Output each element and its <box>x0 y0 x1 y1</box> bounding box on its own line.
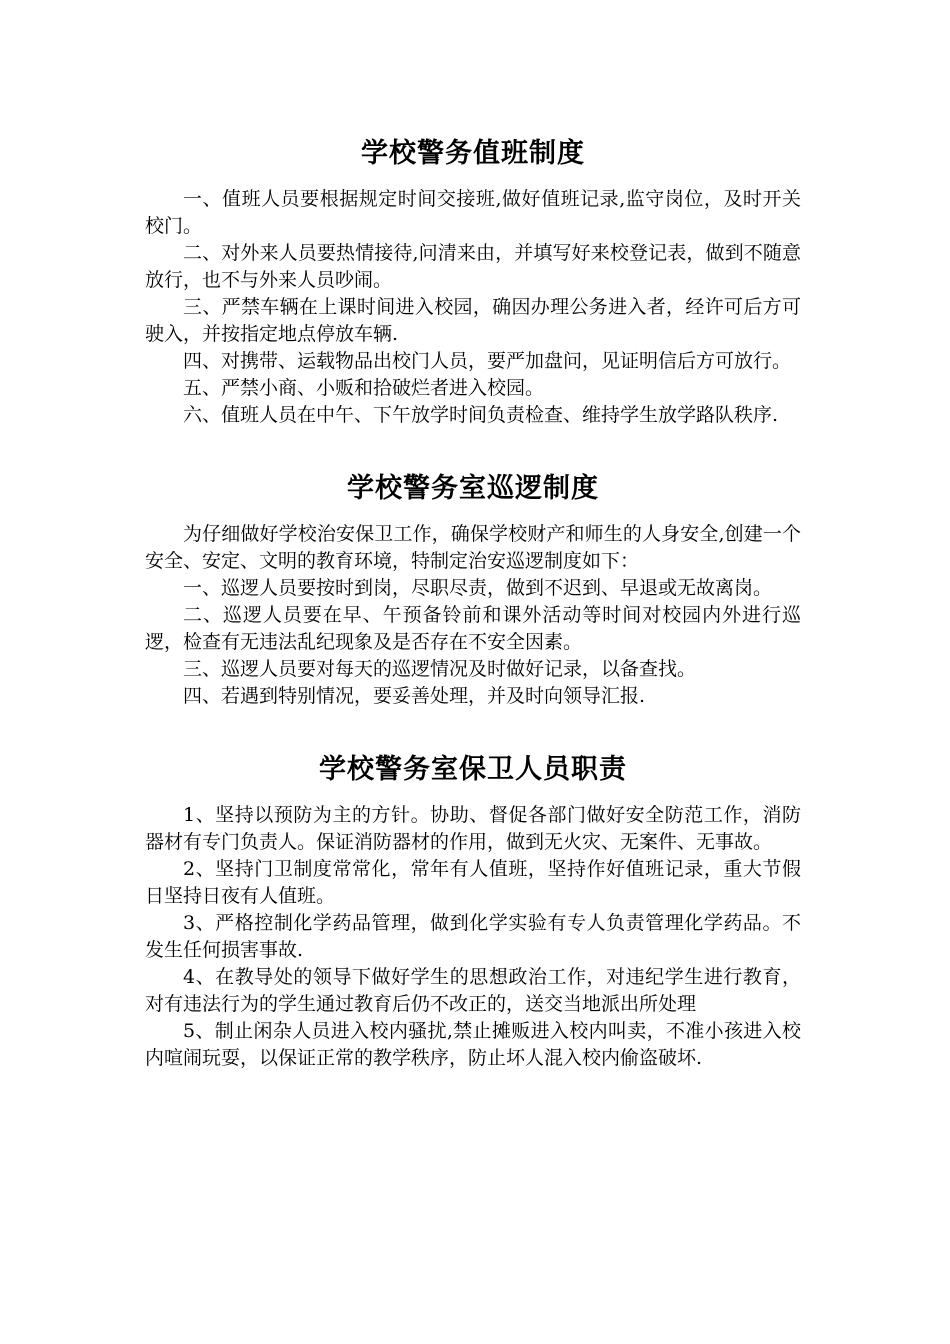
section-title: 学校警务值班制度 <box>361 138 585 169</box>
document-page <box>145 118 801 1072</box>
section-spacer <box>145 429 801 453</box>
paragraph: 二、巡逻人员要在早、午预备铃前和课外活动等时间对校园内外进行巡逻，检查有无违法乱纪现象及是否存在不安全因素。 <box>145 604 801 653</box>
paragraph: 一、值班人员要根据规定时间交接班,做好值班记录,监守岗位，及时开关校门。 <box>145 188 801 237</box>
section-duty-system <box>145 136 801 429</box>
paragraph: 四、对携带、运载物品出校门人员，要严加盘问，见证明信后方可放行。 <box>183 350 792 372</box>
paragraph: 一、巡逻人员要按时到岗，尽职尽责，做到不迟到、早退或无故离岗。 <box>183 577 773 599</box>
paragraph: 2、坚持门卫制度常常化，常年有人值班，坚持作好值班记录，重大节假日坚持日夜有人值班。 <box>145 858 801 907</box>
section-title: 学校警务室巡逻制度 <box>347 473 599 504</box>
section-title: 学校警务室保卫人员职责 <box>319 754 627 785</box>
paragraph: 二、对外来人员要热情接待,问清来由，并填写好来校登记表，做到不随意放行，也不与外来人员吵闹。 <box>145 242 801 291</box>
paragraph: 五、严禁小商、小贩和拾破烂者进入校园。 <box>183 377 545 399</box>
section-patrol-system <box>145 471 801 710</box>
paragraph: 3、严格控制化学药品管理，做到化学实验有专人负责管理化学药品。不发生任何损害事故. <box>145 912 801 961</box>
section-guard-duties <box>145 752 801 1072</box>
paragraph: 三、严禁车辆在上课时间进入校园，确因办理公务进入者，经许可后方可驶入，并按指定地点停放车辆. <box>145 296 801 345</box>
paragraph: 为仔细做好学校治安保卫工作，确保学校财产和师生的人身安全,创建一个安全、安定、文明的教育环境，特制定治安巡逻制度如下： <box>145 523 801 572</box>
section-spacer <box>145 710 801 734</box>
paragraph: 4、在教导处的领导下做好学生的思想政治工作，对违纪学生进行教育，对有违法行为的学生通过教育后仍不改正的，送交当地派出所处理 <box>145 966 801 1015</box>
paragraph: 5、制止闲杂人员进入校内骚扰,禁止摊贩进入校内叫卖，不准小孩进入校内喧闹玩耍，以保证正常的教学秩序，防止坏人混入校内偷盗破坏. <box>145 1020 801 1069</box>
paragraph: 三、巡逻人员要对每天的巡逻情况及时做好记录，以备查找。 <box>183 658 697 680</box>
paragraph: 四、若遇到特别情况，要妥善处理，并及时向领导汇报. <box>183 685 646 707</box>
paragraph: 六、值班人员在中午、下午放学时间负责检查、维持学生放学路队秩序. <box>183 404 779 426</box>
paragraph: 1、坚持以预防为主的方针。协助、督促各部门做好安全防范工作，消防器材有专门负责人。保证消防器材的作用，做到无火灾、无案件、无事故。 <box>145 804 801 853</box>
